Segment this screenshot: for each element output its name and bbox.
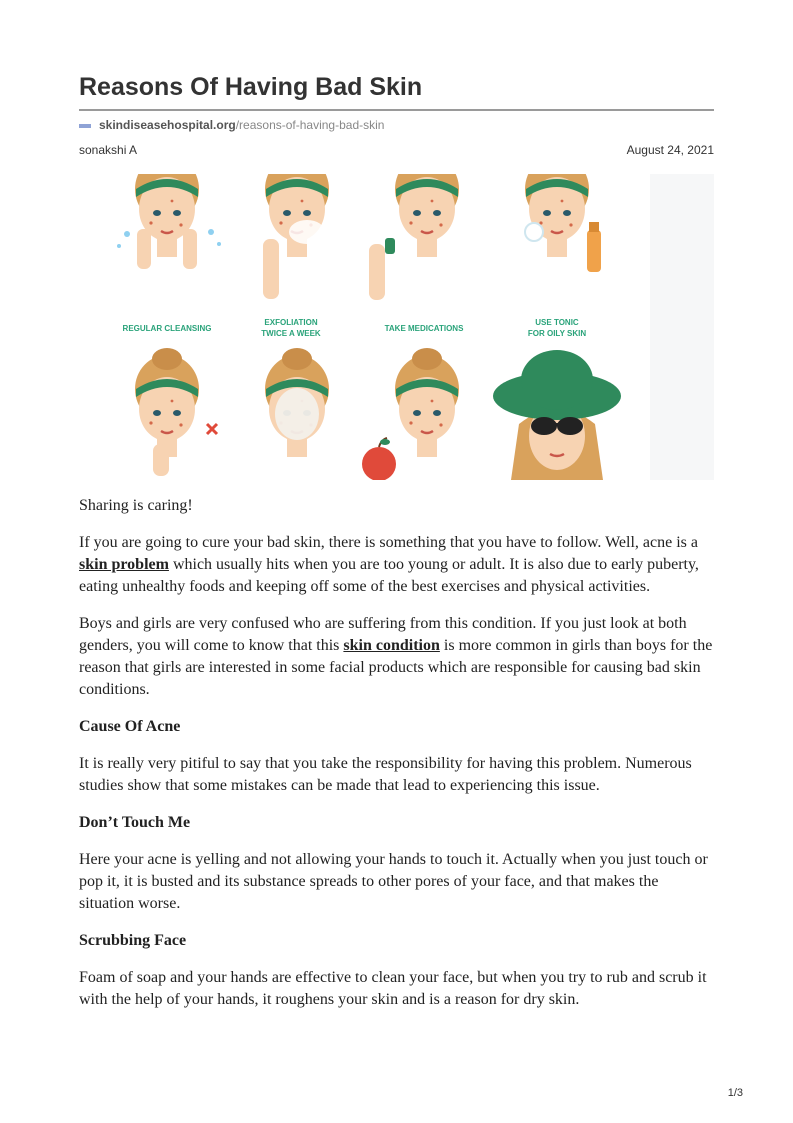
caption-exfoliation-2: TWICE A WEEK xyxy=(261,329,321,338)
heading-scrubbing-face: Scrubbing Face xyxy=(79,932,187,949)
source-url[interactable] xyxy=(79,118,384,132)
caption-cleansing: REGULAR CLEANSING xyxy=(122,324,212,333)
source-marker-icon xyxy=(79,124,91,128)
heading-dont-touch: Don’t Touch Me xyxy=(79,814,191,831)
skin-problem-link[interactable]: skin problem xyxy=(79,556,169,573)
title-divider xyxy=(79,109,714,111)
hero-illustration xyxy=(79,174,714,480)
paragraph-touch: Here your acne is yelling and not allowing your hands to touch it. Actually when you just touch or pop it, it is busted and its substance spreads to other pores of your face, and that makes the situation worse. xyxy=(79,851,708,912)
caption-medications: TAKE MEDICATIONS xyxy=(384,324,464,333)
paragraph-intro: If you are going to cure your bad skin, there is something that you have to follow. Well, acne is a skin problem which usually hits when you are too young or adult. It is also due to early puberty, eating unhealthy foods and keeping off some of the best exercises and physical activities. xyxy=(79,534,699,595)
caption-tonic-2: FOR OILY SKIN xyxy=(527,329,587,338)
source-path: /reasons-of-having-bad-skin xyxy=(235,118,385,132)
caption-tonic-1: USE TONIC xyxy=(535,318,579,327)
author: sonakshi A xyxy=(79,143,138,157)
heading-cause-of-acne: Cause Of Acne xyxy=(79,718,181,735)
sharing-text: Sharing is caring! xyxy=(79,497,193,514)
skin-care-illustration xyxy=(79,174,714,480)
skin-condition-link[interactable]: skin condition xyxy=(343,637,440,654)
paragraph-genders: Boys and girls are very confused who are suffering from this condition. If you just look at both genders, you will come to know that this skin condition is more common in girls than boys for the reason that girls are interested in some facial products which are responsible for causing bad skin conditions. xyxy=(79,615,713,698)
article-meta xyxy=(79,143,714,157)
page-title: Reasons Of Having Bad Skin xyxy=(79,73,423,101)
source-domain: skindiseasehospital.org xyxy=(99,118,236,132)
paragraph-scrubbing: Foam of soap and your hands are effective to clean your face, but when you try to rub and scrub it with the help of your hands, it roughens your skin and is a reason for dry skin. xyxy=(79,969,707,1008)
caption-exfoliation-1: EXFOLIATION xyxy=(264,318,318,327)
paragraph-cause: It is really very pitiful to say that you take the responsibility for having this problem. Numerous studies show that some mistakes can be made that lead to experiencing this issue. xyxy=(79,755,692,794)
article-body xyxy=(79,495,714,1026)
page-number: 1/3 xyxy=(727,1087,743,1099)
publish-date: August 24, 2021 xyxy=(626,143,714,157)
